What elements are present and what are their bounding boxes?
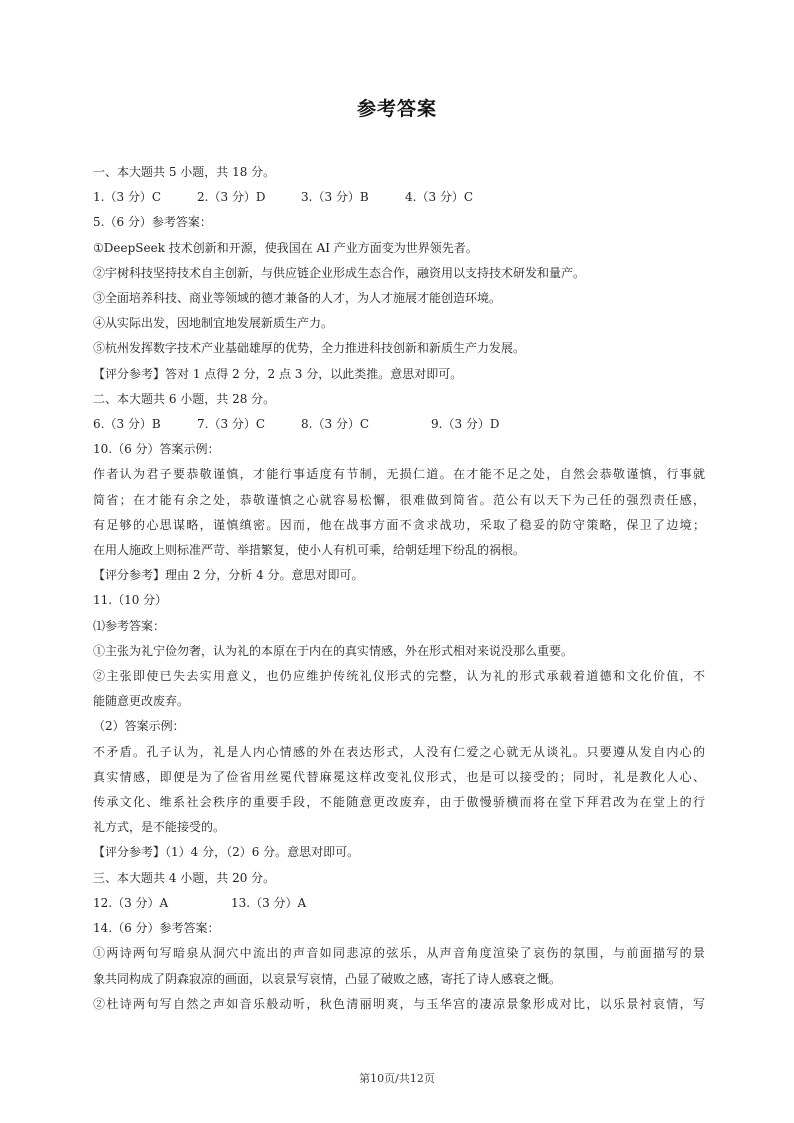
section-heading-3: 三、本大题共 4 小题，共 20 分。 xyxy=(93,870,276,885)
answer-q4: 4.（3 分）C xyxy=(405,190,474,205)
mc-answers-6-9 xyxy=(93,412,705,437)
q10-text-line-2: 简省；在才能有余之处，恭敬谨慎之心就容易松懈，很难做到简省。范公有以天下为己任的强烈责任感， xyxy=(93,492,705,507)
q11-part2-line-4: 礼方式，是不能接受的。 xyxy=(93,820,226,835)
answer-body xyxy=(93,160,705,1017)
q5-point-5: ⑤杭州发挥数字技术产业基础雄厚的优势，全力推进科技创新和新质生产力发展。 xyxy=(93,341,526,356)
mc-answers-12-13 xyxy=(93,891,705,916)
q14-point-1-line-2: 象共同构成了阴森寂凉的画面，以哀景写哀情，凸显了破败之感，寄托了诗人感衰之慨。 xyxy=(93,971,562,986)
q5-point-2: ②宇树科技坚持技术自主创新，与供应链企业形成生态合作，融资用以支持技术研发和量产。 xyxy=(93,265,586,280)
answer-q6: 6.（3 分）B xyxy=(93,417,161,432)
q5-scoring-note: 【评分参考】答对 1 点得 2 分，2 点 3 分，以此类推。意思对即可。 xyxy=(93,366,463,381)
page-number: 第10页/共12页 xyxy=(359,1072,435,1085)
q5-point-3: ③全面培养科技、商业等领域的德才兼备的人才，为人才施展才能创造环境。 xyxy=(93,291,502,306)
section-heading-1: 一、本大题共 5 小题，共 18 分。 xyxy=(93,165,276,179)
q5-heading: 5.（6 分）参考答案： xyxy=(93,215,212,230)
q11-part1-point-1: ①主张为礼宁俭勿奢，认为礼的本原在于内在的真实情感，外在形式相对来说没那么重要。 xyxy=(93,643,574,658)
q14-point-1-line-1: ①两诗两句写暗泉从洞穴中流出的声音如同悲凉的弦乐，从声音角度渲染了哀伤的氛围，与前面描写的景 xyxy=(93,946,705,961)
q11-scoring-note: 【评分参考】（1）4 分，（2）6 分。意思对即可。 xyxy=(93,845,360,860)
answer-q2: 2.（3 分）D xyxy=(197,190,266,205)
q14-point-2-line-1: ②杜诗两句写自然之声如音乐般动听，秋色清丽明爽，与玉华宫的凄凉景象形成对比，以乐景衬哀情，写 xyxy=(93,996,705,1011)
answer-q7: 7.（3 分）C xyxy=(197,417,266,432)
q5-point-4: ④从实际出发，因地制宜地发展新质生产力。 xyxy=(93,316,334,331)
q11-part1-point-2-line-2: 能随意更改废弃。 xyxy=(93,694,190,709)
answer-q9: 9.（3 分）D xyxy=(431,417,500,432)
section-heading-2: 二、本大题共 6 小题，共 28 分。 xyxy=(93,391,276,406)
q10-heading: 10.（6 分）答案示例： xyxy=(93,442,220,457)
q11-part2-heading: （2）答案示例： xyxy=(93,719,185,734)
answer-q13: 13.（3 分）A xyxy=(231,895,307,910)
q10-text-line-1: 作者认为君子要恭敬谨慎，才能行事适度有节制，无损仁道。在才能不足之处，自然会恭敬谨慎，行事就 xyxy=(93,467,705,482)
answer-q12: 12.（3 分）A xyxy=(93,895,169,910)
q11-heading: 11.（10 分） xyxy=(93,593,168,608)
page-title: 参考答案 xyxy=(356,98,437,120)
q10-text-line-3: 有足够的心思谋略，谨慎缜密。因而，他在战事方面不贪求战功，采取了稳妥的防守策略，保卫了边境； xyxy=(93,517,705,532)
q10-scoring-note: 【评分参考】理由 2 分，分析 4 分。意思对即可。 xyxy=(93,568,364,583)
answer-q8: 8.（3 分）C xyxy=(301,417,370,432)
q11-part1-heading: ⑴参考答案： xyxy=(93,618,166,633)
q11-part2-line-2: 真实情感，即便是为了俭省用丝冕代替麻冕这样改变礼仪形式，也是可以接受的；同时，礼是教化人心、 xyxy=(93,769,705,784)
q11-part2-line-3: 传承文化、维系社会秩序的重要手段，不能随意更改废弃，由于傲慢骄横而将在堂下拜君改为在堂上的行 xyxy=(93,795,705,810)
answer-q1: 1.（3 分）C xyxy=(93,190,162,205)
q14-heading: 14.（6 分）参考答案： xyxy=(93,921,220,936)
q11-part2-line-1: 不矛盾。孔子认为，礼是人内心情感的外在表达形式，人没有仁爱之心就无从谈礼。只要遵从发自内心的 xyxy=(93,744,705,759)
q10-text-line-4: 在用人施政上则标准严苛、举措繁复，使小人有机可乘，给朝廷埋下纷乱的祸根。 xyxy=(93,543,526,558)
answer-q3: 3.（3 分）B xyxy=(301,190,369,205)
q11-part1-point-2-line-1: ②主张即使已失去实用意义，也仍应维护传统礼仪形式的完整，认为礼的形式承载着道德和文化价值，不 xyxy=(93,669,705,684)
mc-answers-1-4 xyxy=(93,185,705,210)
q5-point-1: ①DeepSeek 技术创新和开源，使我国在 AI 产业方面变为世界领先者。 xyxy=(93,240,478,255)
